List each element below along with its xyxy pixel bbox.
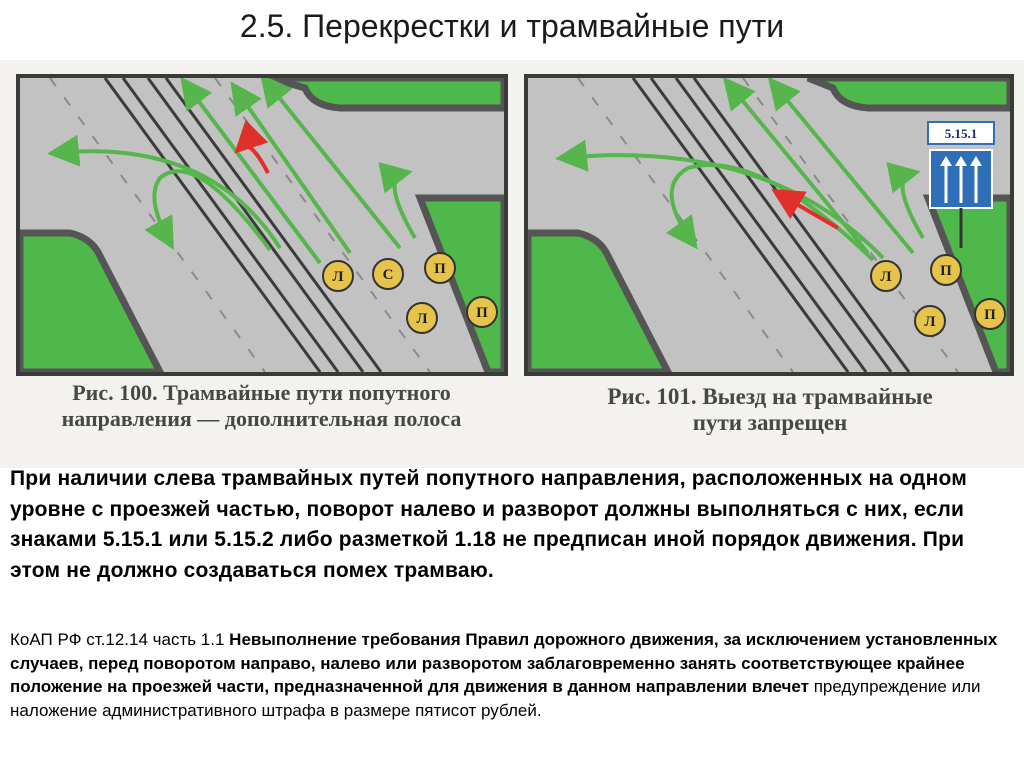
figure-101-caption	[530, 384, 1010, 436]
svg-text:П: П	[476, 305, 488, 321]
lane-badge	[975, 299, 1005, 329]
caption-line: Рис. 101. Выезд на трамвайные	[607, 384, 933, 409]
law-prefix: КоАП РФ ст.12.14 часть 1.1	[10, 630, 230, 649]
page-title: 2.5. Перекрестки и трамвайные пути	[239, 8, 785, 44]
lane-badge	[915, 306, 945, 336]
svg-text:Л: Л	[880, 269, 892, 285]
figure-100	[16, 74, 508, 376]
svg-text:П: П	[940, 263, 952, 279]
law-bold-text: Невыполнение требования Правил дорожного движения, за исключением установленных случаев, перед поворотом направо, налево или разворотом заблаговременно занять соответствующее крайнее положение на проезжей части, предназначенной для движения в данном направлении влечет	[10, 630, 998, 696]
svg-text:С: С	[382, 267, 394, 283]
svg-text:Л: Л	[924, 314, 936, 330]
svg-text:5.15.1: 5.15.1	[944, 126, 978, 141]
figure-101	[524, 74, 1014, 376]
lane-badge	[425, 253, 455, 283]
law-penalty-text: предупреждение или наложение административного штрафа в размере пятисот рублей.	[10, 677, 981, 720]
svg-text:П: П	[434, 261, 446, 277]
lane-badge	[407, 303, 437, 333]
caption-line: Рис. 100. Трамвайные пути попутного	[72, 380, 451, 405]
lane-badge	[871, 261, 901, 291]
svg-text:Л: Л	[332, 269, 344, 285]
lane-badge	[323, 261, 353, 291]
svg-text:Л: Л	[416, 311, 428, 327]
lane-badge	[373, 259, 403, 289]
law-reference	[10, 628, 1015, 722]
rule-paragraph: При наличии слева трамвайных путей попутного направления, расположенных на одном уровне с проезжей частью, поворот налево и разворот должны выполняться с них, если знаками 5.15.1 или 5.15.2 либо разметкой 1.18 не предписан иной порядок движения. При этом не должно создаваться помех трамваю.	[10, 467, 967, 582]
lane-badge	[931, 255, 961, 285]
caption-line: пути запрещен	[692, 410, 848, 435]
lane-badge	[467, 297, 497, 327]
svg-text:П: П	[984, 307, 996, 323]
figure-100-caption	[14, 380, 509, 432]
caption-line: направления — дополнительная полоса	[61, 406, 462, 431]
